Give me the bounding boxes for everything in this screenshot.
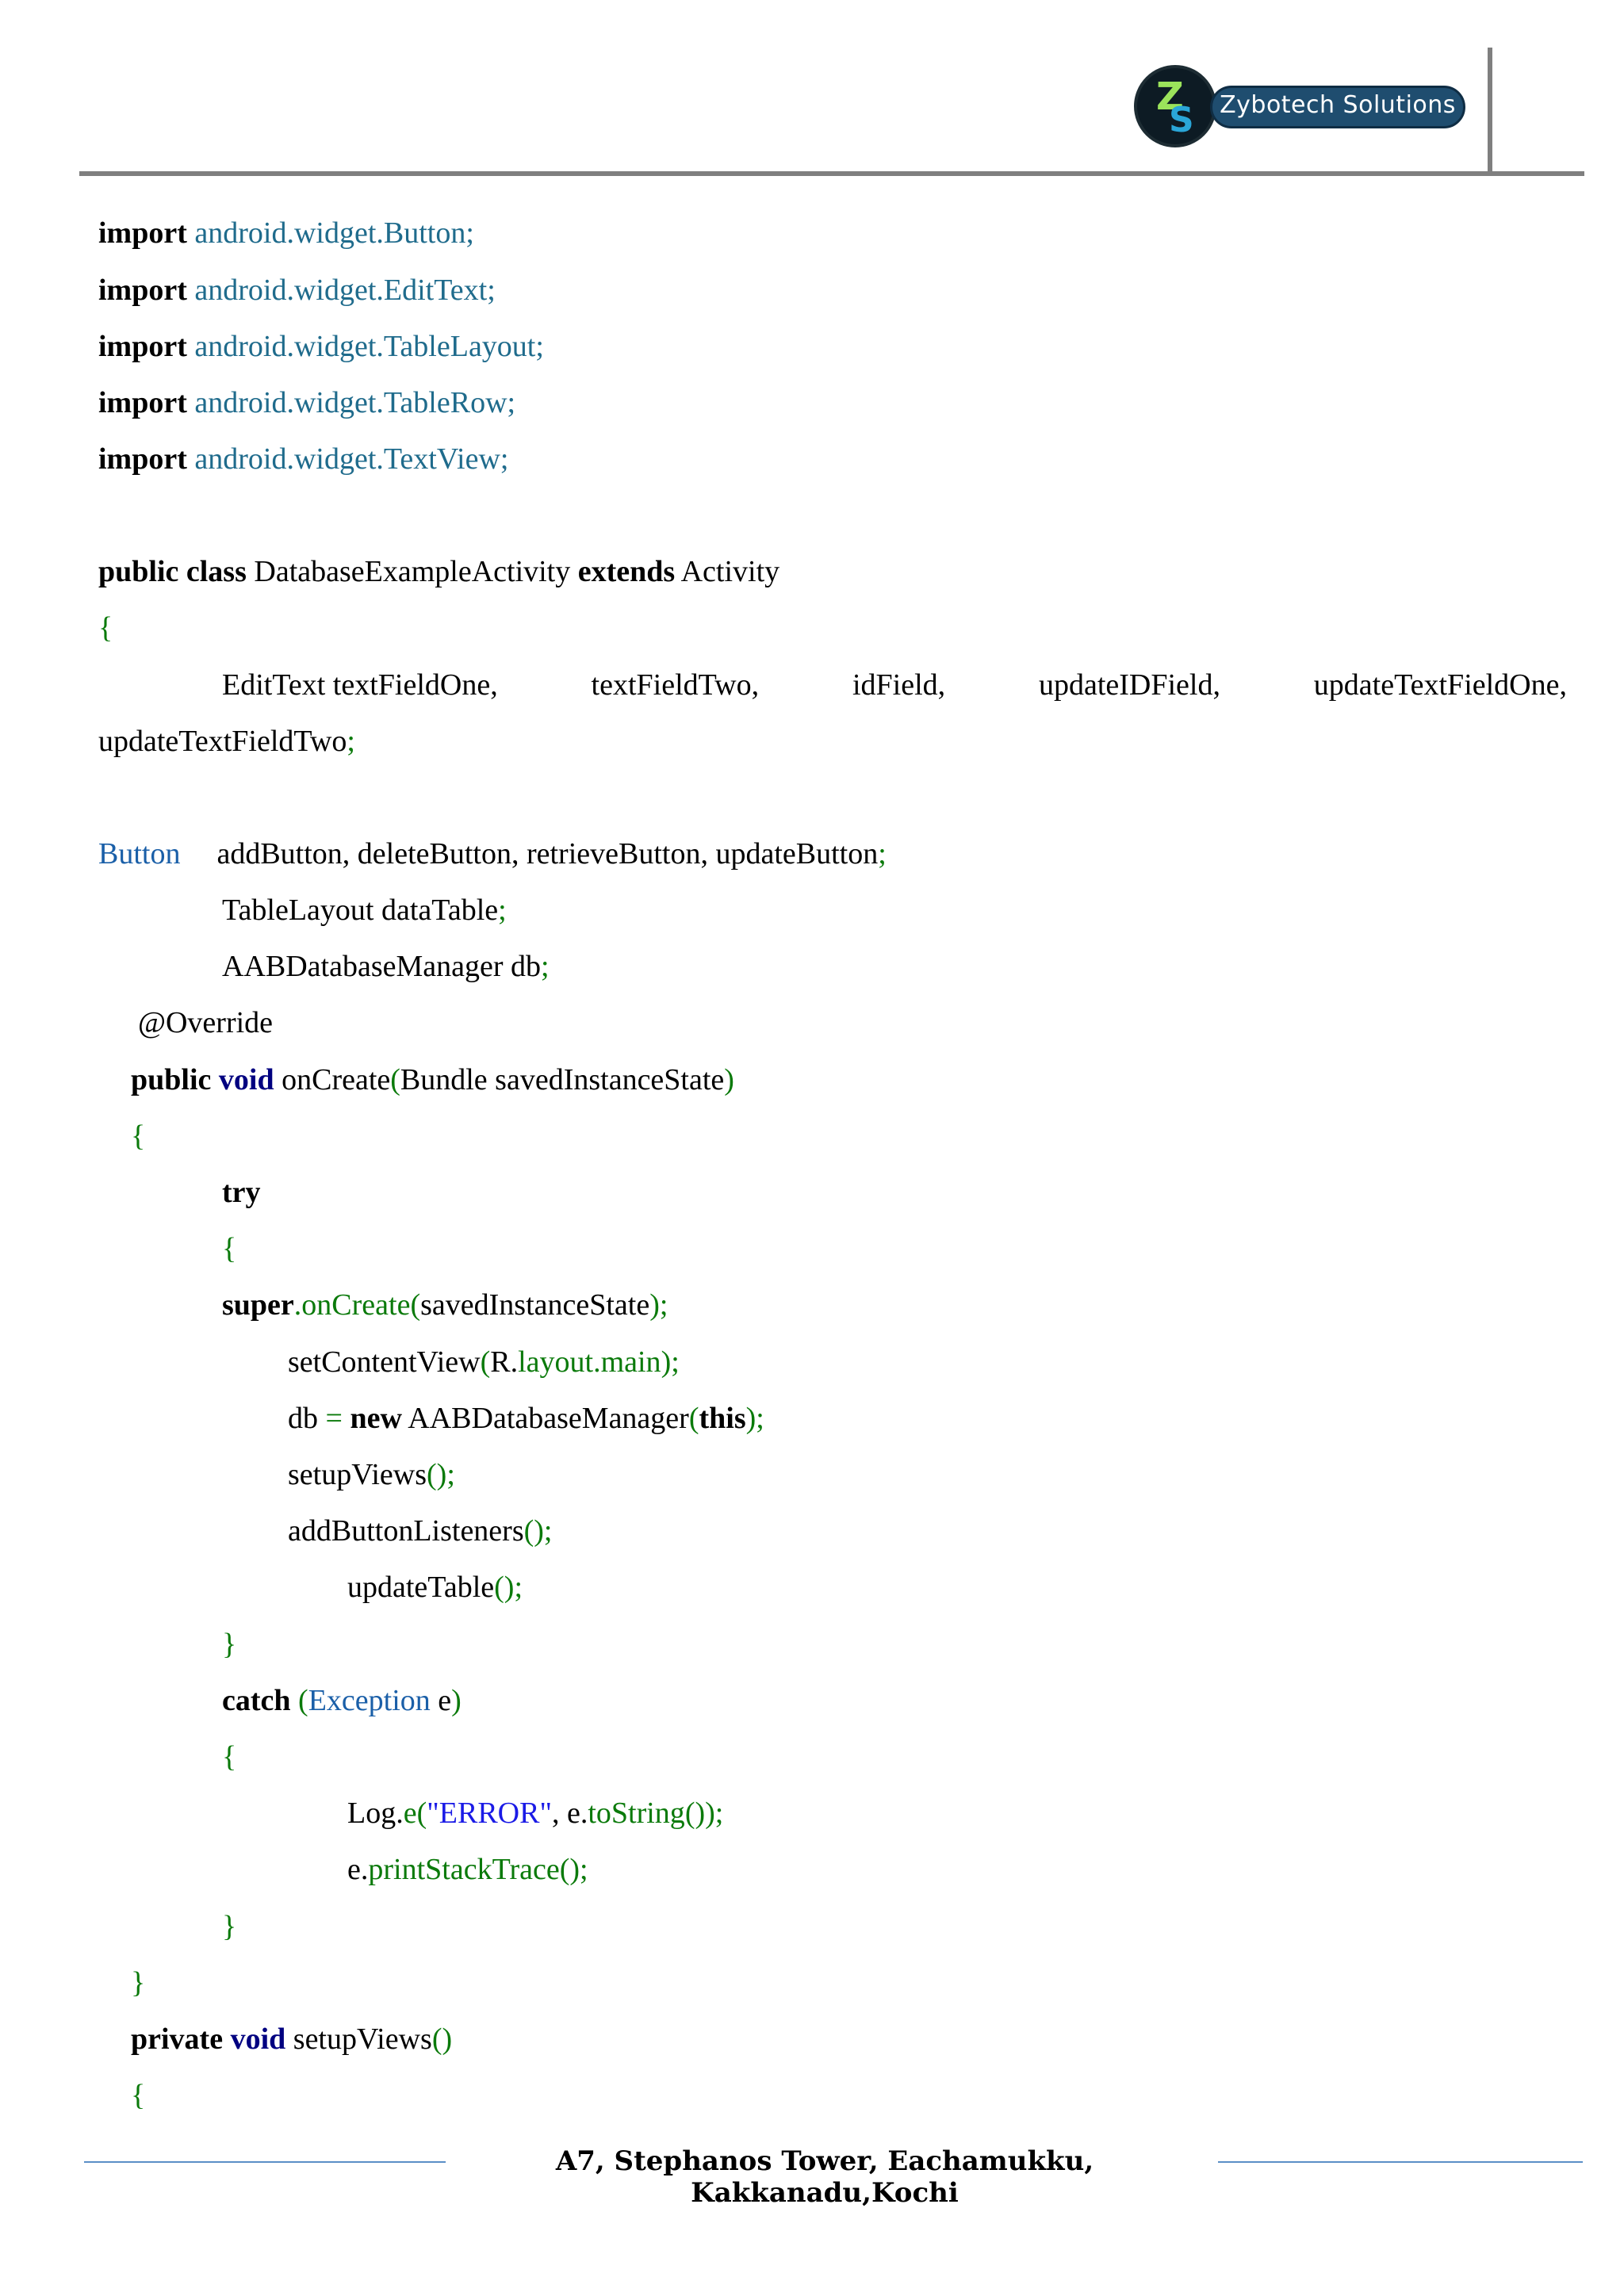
footer-address: A7, Stephanos Tower, Eachamukku, Kakkanadu,Kochi [555, 2145, 1094, 2209]
code-line-table-field: TableLayout dataTable; [222, 894, 507, 927]
logo-text: Zybotech Solutions [1220, 91, 1456, 119]
code-line-try: try [222, 1176, 261, 1209]
logo-emblem [1134, 65, 1216, 147]
logo-mark-tail: S [1169, 100, 1194, 140]
logo-banner [1210, 86, 1465, 128]
code-line-setup-views-call: setupViews(); [288, 1458, 455, 1491]
code-line-oncreate-declaration: public void onCreate(Bundle savedInstanceState) [131, 1063, 734, 1096]
code-line-print-stack-trace: e.printStackTrace(); [347, 1853, 588, 1886]
footer-rule-right [1218, 2161, 1583, 2163]
code-line-edittext-fields: EditText textFieldOne, textFieldTwo, idField, updateIDField, updateTextFieldOne, [222, 668, 1567, 702]
code-line-catch-close-brace: } [222, 1910, 237, 1943]
code-line-oncreate-open-brace: { [131, 1119, 146, 1153]
code-line-db-new: db = new AABDatabaseManager(this); [288, 1402, 764, 1435]
code-line-override: @Override [138, 1006, 274, 1039]
code-line-import-5: import android.widget.TextView; [98, 442, 509, 476]
company-logo [1134, 65, 1470, 154]
code-line-update-table-call: updateTable(); [347, 1571, 523, 1604]
code-line-add-listeners-call: addButtonListeners(); [288, 1514, 553, 1548]
code-line-import-1: import android.widget.Button; [98, 216, 474, 250]
code-line-catch: catch (Exception e) [222, 1684, 462, 1717]
logo-mark: Z [1156, 75, 1184, 119]
code-line-button-fields: Button addButton, deleteButton, retrieveButton, updateButton; [98, 837, 887, 871]
code-line-class-declaration: public class DatabaseExampleActivity extends Activity [98, 555, 780, 588]
code-line-class-open-brace: { [98, 611, 113, 645]
code-line-try-close-brace: } [222, 1628, 237, 1661]
header-rule [79, 171, 1584, 176]
code-line-oncreate-close-brace: } [131, 1966, 146, 1999]
code-line-setup-views-declaration: private void setupViews() [131, 2022, 453, 2056]
code-line-edittext-continued: updateTextFieldTwo; [98, 725, 355, 758]
code-line-import-4: import android.widget.TableRow; [98, 386, 516, 419]
code-line-set-content-view: setContentView(R.layout.main); [288, 1345, 680, 1379]
code-line-super-oncreate: super.onCreate(savedInstanceState); [222, 1288, 668, 1322]
code-line-db-field: AABDatabaseManager db; [222, 950, 550, 983]
code-line-catch-open-brace: { [222, 1740, 237, 1774]
code-line-import-2: import android.widget.EditText; [98, 274, 496, 307]
footer-rule-left [84, 2161, 446, 2163]
header-vertical-rule [1488, 48, 1492, 174]
code-line-import-3: import android.widget.TableLayout; [98, 330, 544, 363]
code-line-log-error: Log.e("ERROR", e.toString()); [347, 1797, 724, 1830]
code-line-setup-views-open-brace: { [131, 2079, 146, 2112]
code-line-try-open-brace: { [222, 1232, 237, 1265]
